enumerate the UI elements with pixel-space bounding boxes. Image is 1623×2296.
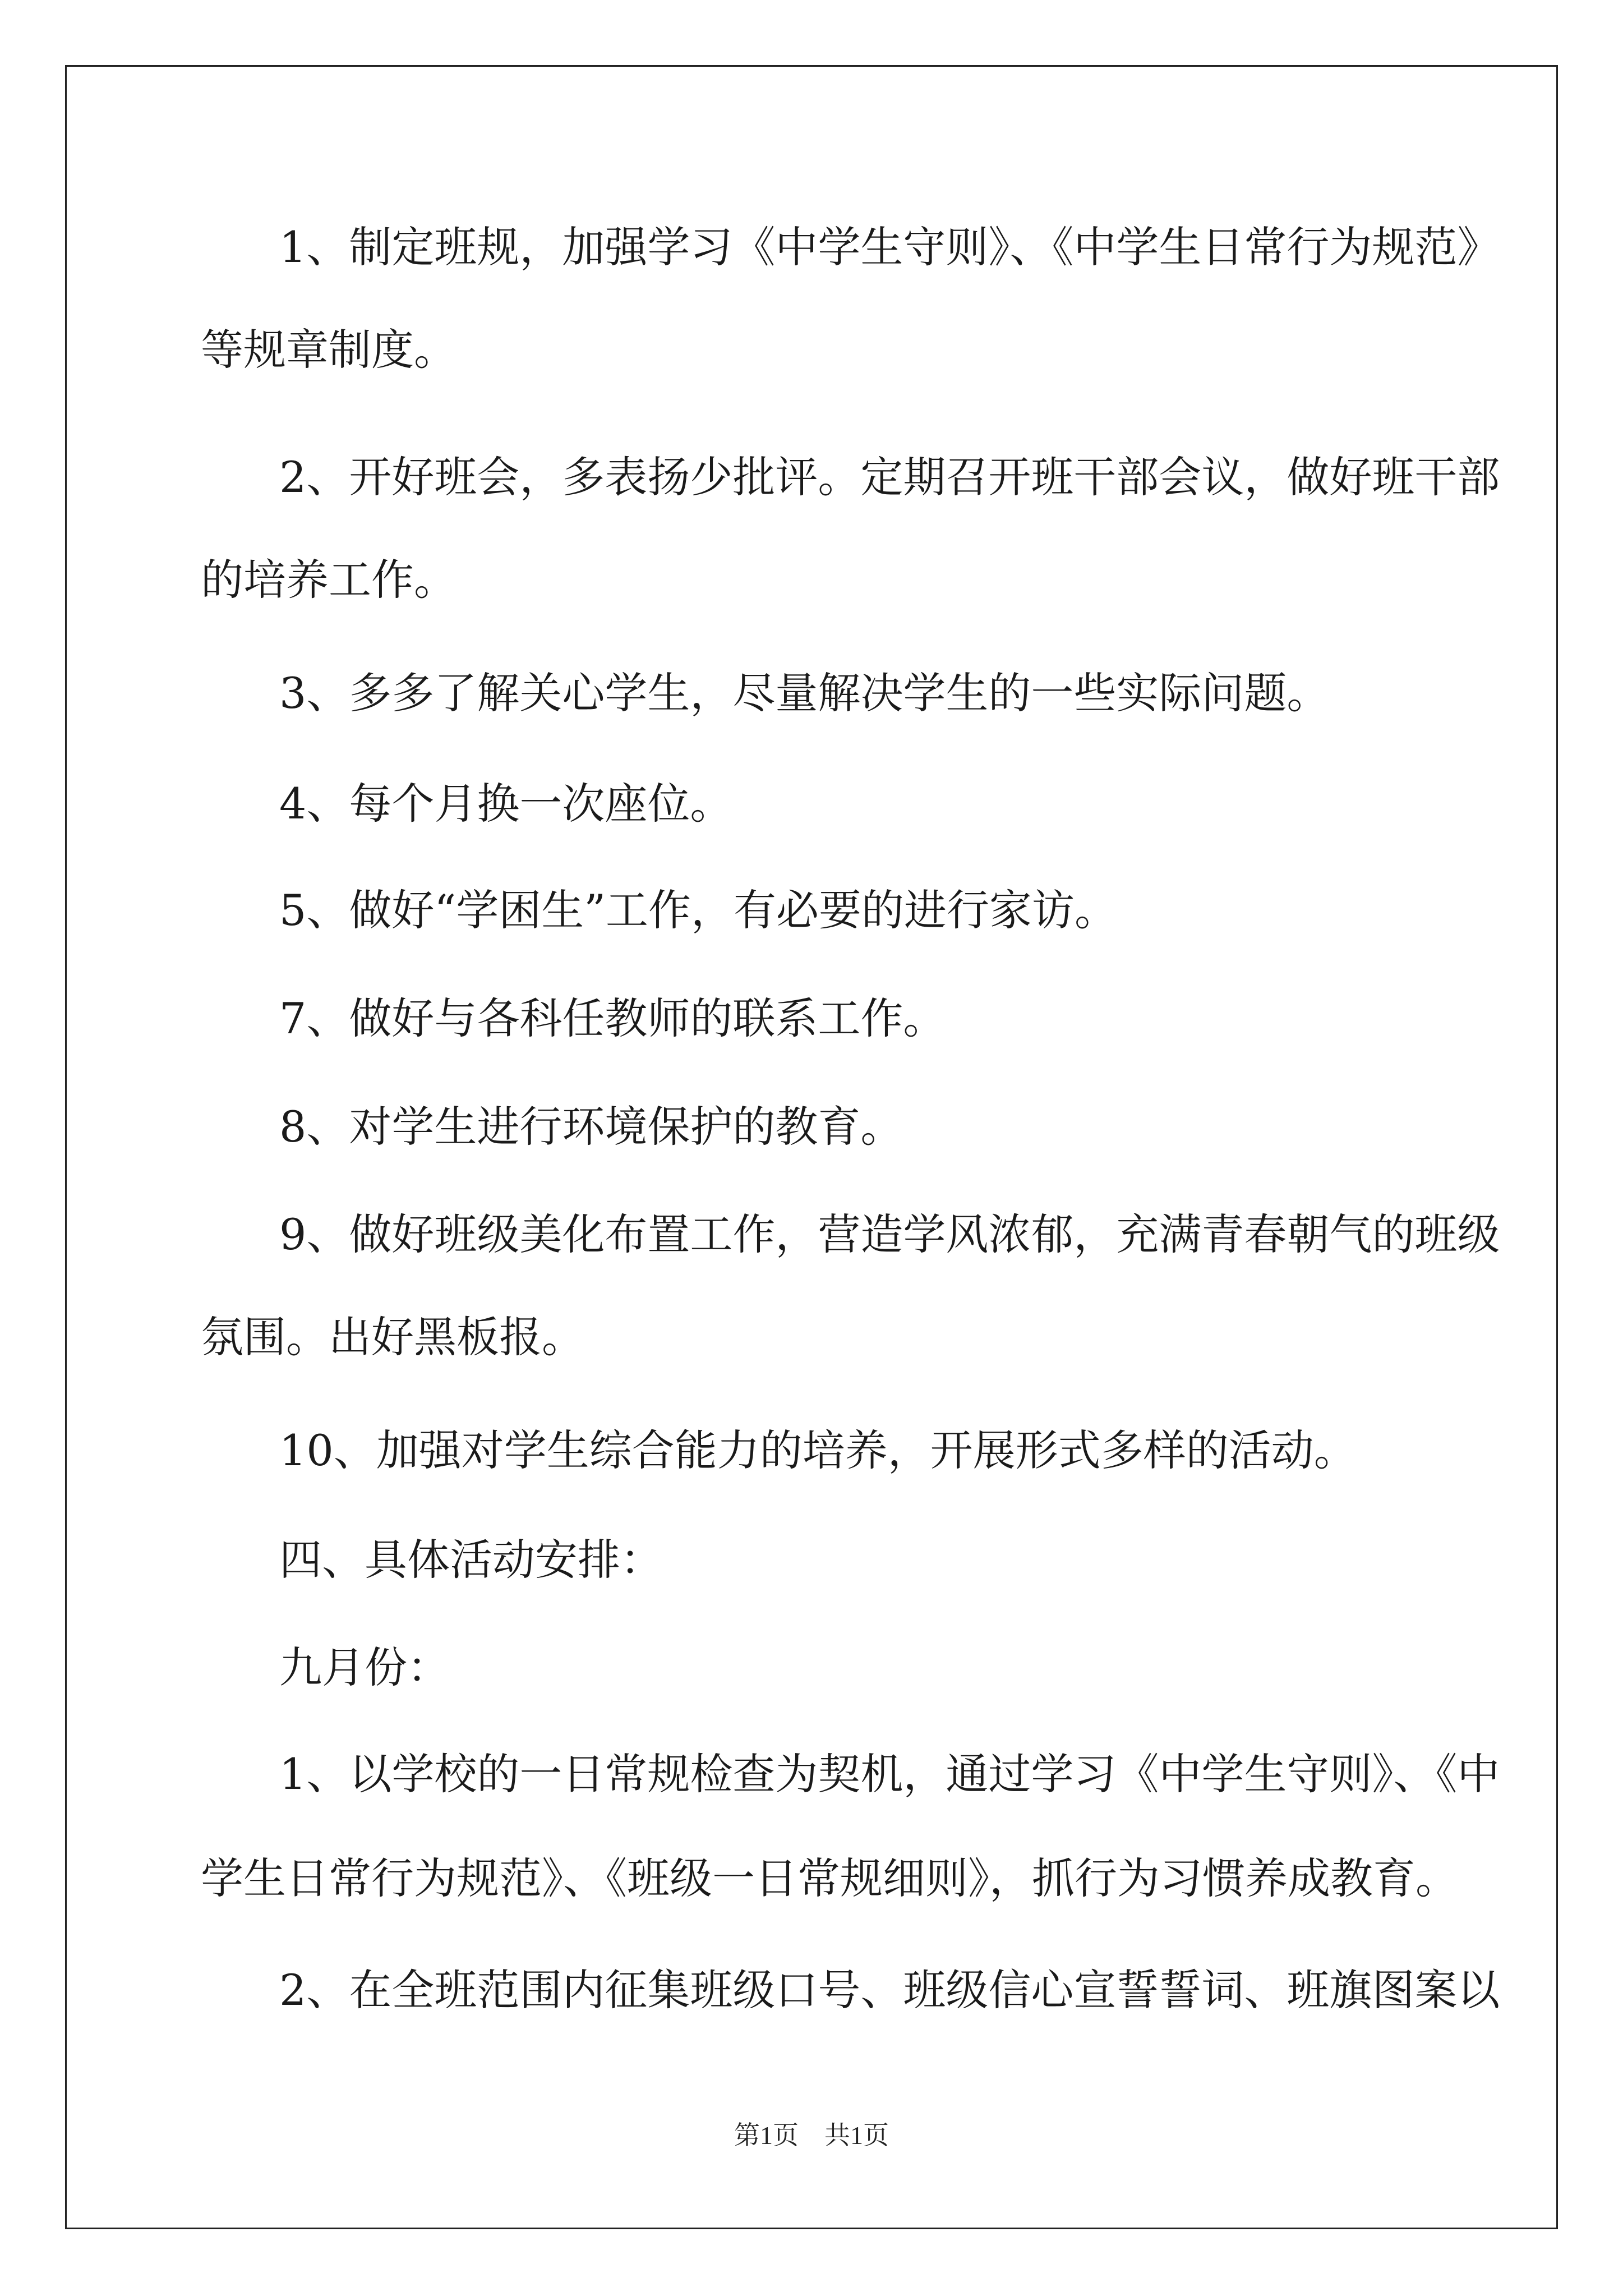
paragraph-line: 10、加强对学生综合能力的培养，开展形式多样的活动。 xyxy=(279,1425,1357,1475)
paragraph-line: 8、对学生进行环境保护的教育。 xyxy=(279,1102,903,1152)
subsection-heading: 九月份： xyxy=(279,1642,450,1692)
paragraph-line: 等规章制度。 xyxy=(201,325,457,375)
paragraph-line: 学生日常行为规范》、《班级一日常规细则》，抓行为习惯养成教育。 xyxy=(201,1853,1458,1903)
page-footer: 第1页 共1页 xyxy=(734,2121,889,2150)
paragraph-line: 5、做好“学困生”工作，有必要的进行家访。 xyxy=(279,885,1118,935)
paragraph-line: 氛围。出好黑板报。 xyxy=(201,1312,584,1362)
paragraph-line: 4、每个月换一次座位。 xyxy=(279,779,733,829)
section-heading: 四、具体活动安排： xyxy=(279,1535,663,1585)
paragraph-line: 7、做好与各科任教师的联系工作。 xyxy=(279,993,946,1043)
paragraph-line: 的培养工作。 xyxy=(201,555,457,605)
paragraph-line: 1、制定班规，加强学习《中学生守则》、《中学生日常行为规范》 xyxy=(279,222,1500,272)
paragraph-line: 1、以学校的一日常规检查为契机，通过学习《中学生守则》、《中 xyxy=(279,1749,1500,1799)
paragraph-line: 2、开好班会，多表扬少批评。定期召开班干部会议，做好班干部 xyxy=(279,452,1500,502)
paragraph-line: 3、多多了解关心学生，尽量解决学生的一些实际问题。 xyxy=(279,668,1330,718)
paragraph-line: 2、在全班范围内征集班级口号、班级信心宣誓誓词、班旗图案以 xyxy=(279,1965,1500,2015)
paragraph-line: 9、做好班级美化布置工作，营造学风浓郁，充满青春朝气的班级 xyxy=(279,1209,1500,1259)
